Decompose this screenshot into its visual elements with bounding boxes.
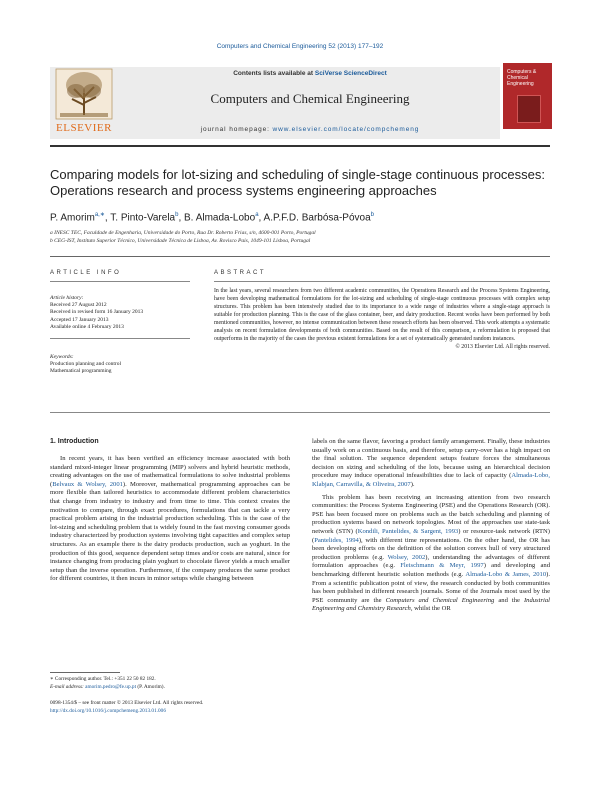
text-run: labels on the same flavor, favoring a product family arrangement. Finally, these industries usually work on a continuous basis, and therefore, setup carry-over has a high impact on the final solution. The sequence dependent setups feature forces the simultaneous decision on sizing and scheduling of the lots, because using an hierarchical decision procedure may induce operational infeasibilities due to lack of capacity (	[312, 438, 550, 480]
text-run: ).	[410, 480, 415, 488]
author-affiliation-mark[interactable]: b	[175, 212, 179, 218]
footnote-rule	[50, 672, 120, 673]
text-run: , whilst the OR	[410, 605, 451, 613]
journal-title: Computers and Chemical Engineering	[210, 91, 410, 106]
abstract-rule	[214, 281, 550, 282]
text-run: and the	[494, 596, 524, 604]
intro-paragraph	[312, 494, 550, 614]
affiliation-a: a INESC TEC, Faculdade de Engenharia, Universidade do Porto, Rua Dr. Roberto Frias, s/n, 4600-001 Porto, Portugal	[50, 230, 316, 236]
text-run: ) and developing and benchmarking different heuristic solution methods (e.g.	[312, 562, 550, 578]
sciencedirect-link[interactable]: SciVerse ScienceDirect	[314, 70, 387, 77]
header-rule	[50, 145, 550, 147]
keywords-heading: Keywords:	[50, 354, 74, 360]
section-heading-introduction: 1. Introduction	[50, 438, 99, 445]
abstract-heading: ABSTRACT	[214, 270, 267, 276]
email-note	[50, 684, 290, 691]
author-affiliation-mark[interactable]: a,∗	[94, 212, 105, 218]
history-heading: Article history:	[50, 295, 84, 301]
text-run: This problem has been receiving an increasing attention from two research communities: the Process Systems Engineering (PSE) and the Operations Research (OR). PSE has been focused more on problems such as the batch scheduling and planning of production systems based on network topologies. Most of the approaches use state-task network (STN) (	[312, 493, 550, 535]
homepage-link[interactable]: www.elsevier.com/locate/compchemeng	[272, 126, 420, 133]
history-item: Received in revised form 16 January 2013	[50, 309, 144, 316]
author-name: T. Pinto-Varela	[110, 212, 176, 224]
left-column	[50, 455, 290, 584]
keyword-item: Mathematical programming	[50, 368, 112, 375]
history-item: Received 27 August 2012	[50, 302, 107, 309]
history-rule	[50, 338, 190, 339]
copyright-notice: © 2013 Elsevier Ltd. All rights reserved.	[455, 344, 550, 350]
email-label: E-mail address:	[50, 684, 86, 690]
contents-prefix: Contents lists available at	[233, 70, 315, 77]
citation-link[interactable]: Fleischmann & Meyr, 1997	[400, 562, 484, 570]
author-name: P. Amorim	[50, 212, 95, 224]
doi-line	[50, 708, 350, 715]
author-affiliation-mark[interactable]: b	[370, 212, 374, 218]
citation-link[interactable]: Almada-Lobo, Klabjan, Carravilla, & Oliveira, 2007	[312, 472, 550, 488]
elsevier-logo	[50, 63, 118, 139]
corresponding-author-note: ∗ Corresponding author. Tel.: +351 22 50 82 182.	[50, 676, 156, 682]
right-column	[312, 438, 550, 614]
history-item: Available online 4 February 2013	[50, 323, 124, 330]
author-affiliation-mark[interactable]: a	[255, 212, 259, 218]
author-list: P. Amorim$^{a,∗}$, T. Pinto-Varela$^b$, B. Almada-Lobo$^a$, A.P.F.D. Barbósa-Póvoa$^b$	[50, 212, 374, 224]
cover-graphic	[517, 95, 541, 123]
affiliation-b: b CEG-IST, Instituto Superior Técnico, Universidade Técnica de Lisboa, Av. Rovisco Pais, 1049-101 Lisboa, Portugal	[50, 238, 311, 244]
citation-link[interactable]: Belvaux & Wolsey, 2001	[52, 480, 123, 488]
intro-paragraph	[312, 438, 550, 490]
article-title: Comparing models for lot-sizing and scheduling of single-stage continuous processes: Operations research and process systems engineering approaches	[50, 167, 545, 198]
journal-cover	[503, 63, 552, 129]
citation-link[interactable]: Pantelides, 1994	[314, 536, 359, 544]
citation-link[interactable]: Kondili, Pantelides, & Sargent, 1993	[357, 527, 459, 535]
text-run: In recent years, it has been verified an efficiency increase associated with both standard mixed-integer linear programming (MIP) solvers and hybrid heuristic methods, creating advantages on the use of mathematical formulations to solve industrial problems (	[50, 455, 290, 488]
citation-link[interactable]: Almada-Lobo & James, 2010	[465, 570, 547, 578]
journal-reference[interactable]: Computers and Chemical Engineering 52 (2013) 177–192	[216, 43, 384, 50]
affiliation-rule	[50, 256, 550, 257]
text-run: ), with different time representations. On the other hand, the OR has been developing efforts on the definition of the solution convex hull of very structured production problems (e.g.	[312, 536, 550, 561]
text-run: ). Moreover, mathematical programming approaches can be more flexible than tailored heuristics to accommodate different problem characteristics that change from industry to industry and from time to time. This context creates the motivation to compare, through exact procedures, formulations that can tackle a very practical problem arising in the industrial production scheduling. This is the case of the lot-sizing and scheduling problem that is widely found in the fast moving consumer goods industry characterized by production systems involving tight capacities and complex setup structures. As an example there is the dairy products production, such as yoghurt. In the production of this good, sequence dependent setup times and/or costs are natural, since for instance changing from producing plain yoghurt to chocolate flavor yields a much smaller setup than the inverse operation. Furthermore, if the company produces the same product for different countries, it then incurs in minor setups while changing between	[50, 480, 290, 583]
citation-link[interactable]: Wolsey, 2002	[387, 553, 426, 561]
history-item: Accepted 17 January 2013	[50, 316, 109, 323]
author-name: A.P.F.D. Barbósa-Póvoa	[263, 212, 371, 224]
issn-line: 0098-1354/$ – see front matter © 2013 Elsevier Ltd. All rights reserved.	[50, 700, 204, 706]
journal-name: Industrial Engineering and Chemistry Research	[312, 596, 550, 613]
text-run: ). From a scientific publication point of view, the research conducted by both communities has been published in different research journals. Some of the Journals most used by the PSE community are the	[312, 570, 550, 604]
intro-paragraph	[50, 455, 290, 584]
keywords	[50, 354, 190, 376]
abstract-body	[214, 287, 550, 351]
article-history	[50, 295, 190, 331]
email-suffix: (P. Amorim).	[136, 684, 165, 690]
cover-title: Computers & Chemical Engineering	[507, 69, 537, 87]
article-info-rule	[50, 281, 190, 282]
doi-link[interactable]: http://dx.doi.org/10.1016/j.compchemeng.2013.01.006	[50, 708, 166, 714]
text-run: ), understanding the advantages of different formulation approaches (e.g.	[312, 553, 550, 570]
text-run: ) or resource-task network (RTN) (	[312, 527, 550, 544]
journal-name: Computers and Chemical Engineering	[385, 596, 495, 604]
author-name: B. Almada-Lobo	[184, 212, 256, 224]
keyword-item: Production planning and control	[50, 361, 122, 368]
homepage-prefix: journal homepage:	[200, 126, 273, 133]
journal-homepage	[120, 126, 500, 133]
contents-line	[120, 70, 500, 77]
abstract-text: In the last years, several researchers from two different academic communities, the Operations Research and the Process Systems Engineering, have been developing mathematical formulations for the lot-sizing and scheduling of single-stage continuous processes with complex setup structures. This problem has been intensively studied due to its importance to a wide range of industries where a single-stage approach is suitable for production planning. This is the case of the glass container, beer, and dairy production. Recent works have been performed by both mentioned communities, however, no intense communication between these research efforts has been observed. This work attempts a systematic analysis on recent formulation developments of both communities. Based on the result of this comparison, a reformulation is proposed that outperforms in the majority of the cases the previous existent formulations for a set of systematically generated random instances.	[214, 288, 550, 342]
email-link[interactable]: amorim.pedro@fe.up.pt	[85, 684, 137, 690]
publisher-name: ELSEVIER	[56, 122, 112, 134]
abstract-bottom-rule	[50, 412, 550, 413]
article-info-heading: ARTICLE INFO	[50, 270, 122, 276]
